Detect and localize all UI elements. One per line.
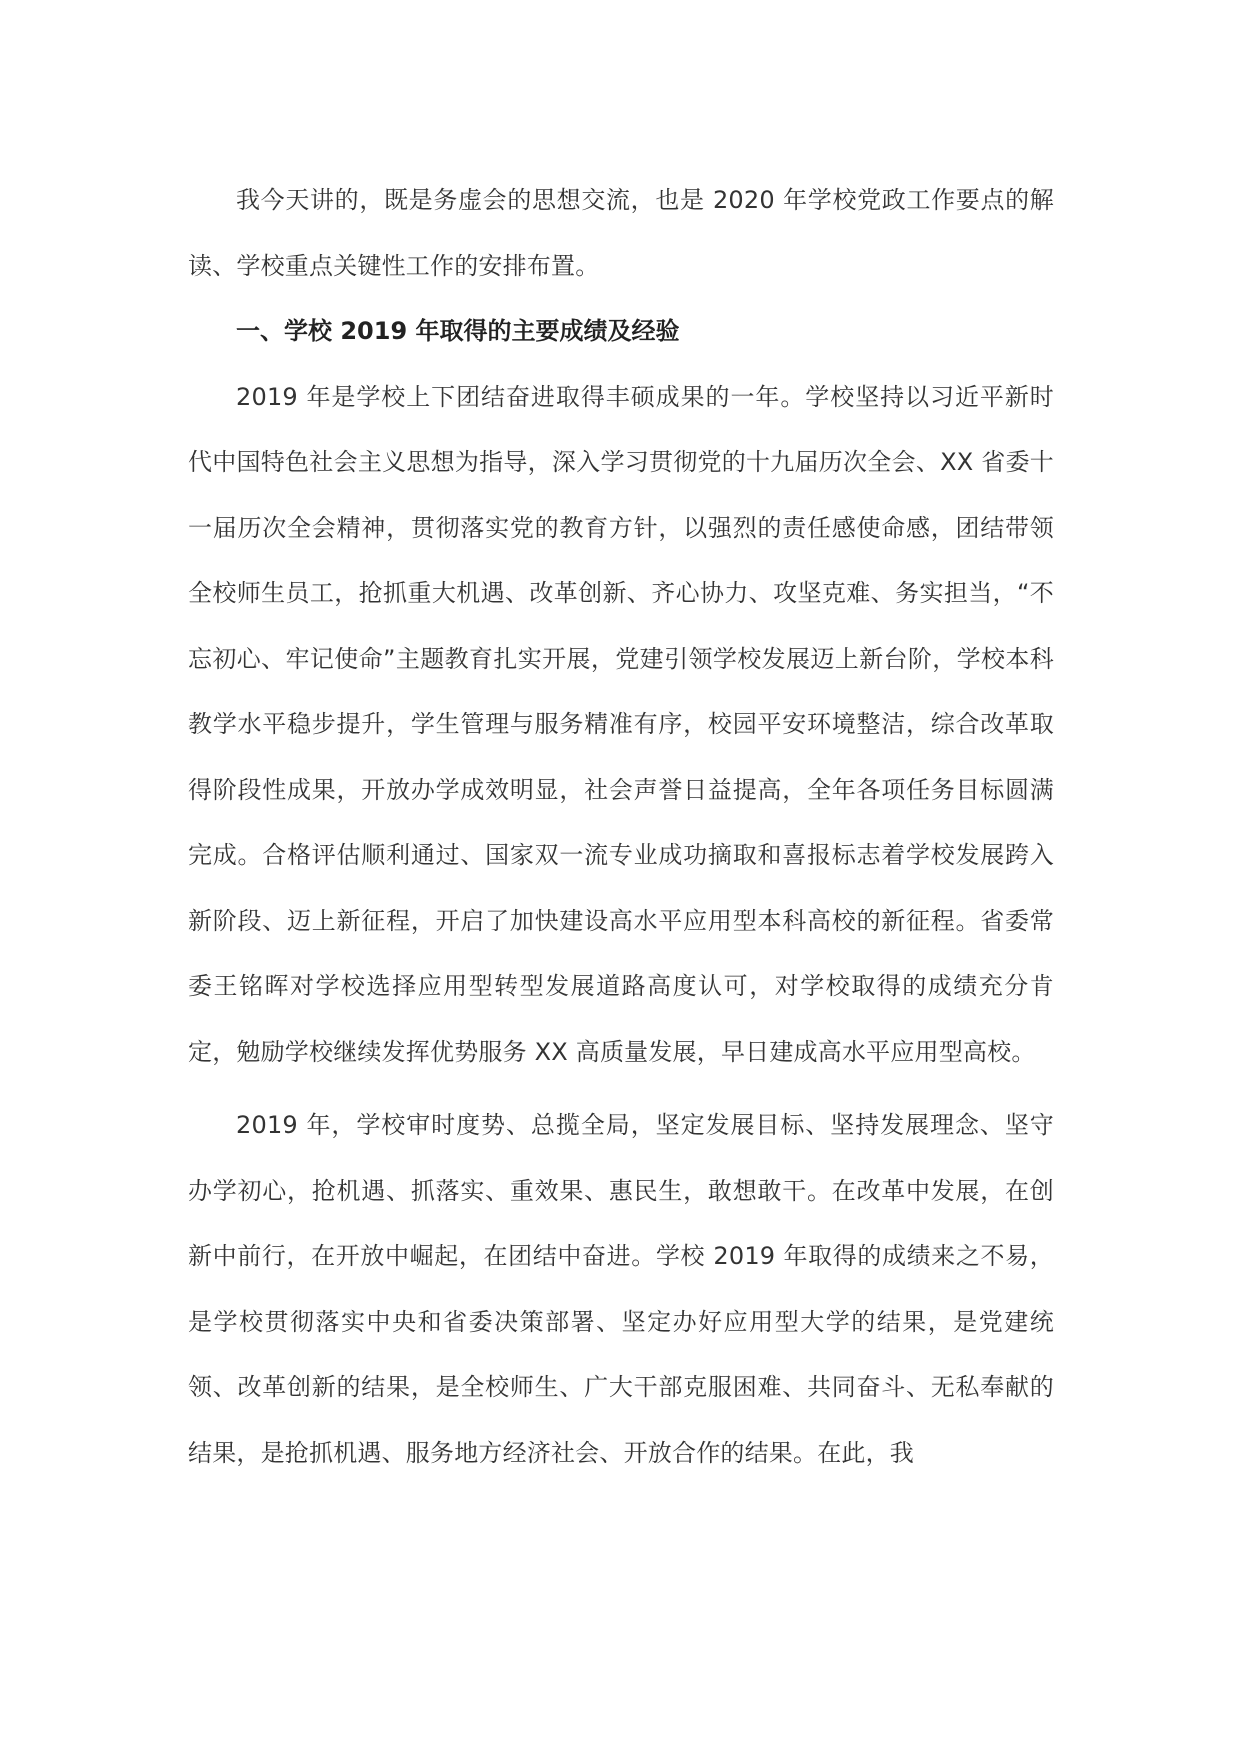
document-page [188, 168, 1054, 1486]
paragraph-experience: 2019 年，学校审时度势、总揽全局，坚定发展目标、坚持发展理念、坚守办学初心，抢机遇、抓落实、重效果、惠民生，敢想敢干。在改革中发展，在创新中前行，在开放中崛起，在团结中奋进。学校 2019 年取得的成绩来之不易，是学校贯彻落实中央和省委决策部署、坚定办好应用型大学的结果，是党建统领、改革创新的结果，是全校师生、广大干部克服困难、共同奋斗、无私奉献的结果，是抢抓机遇、服务地方经济社会、开放合作的结果。在此，我 [188, 1111, 1054, 1467]
section-heading: 一、学校 2019 年取得的主要成绩及经验 [236, 317, 680, 345]
paragraph-achievements: 2019 年是学校上下团结奋进取得丰硕成果的一年。学校坚持以习近平新时代中国特色社会主义思想为指导，深入学习贯彻党的十九届历次全会、XX 省委十一届历次全会精神，贯彻落实党的教育方针，以强烈的责任感使命感，团结带领全校师生员工，抢抓重大机遇、改革创新、齐心协力、攻坚克难、务实担当，“不忘初心、牢记使命”主题教育扎实开展，党建引领学校发展迈上新台阶，学校本科教学水平稳步提升，学生管理与服务精准有序，校园平安环境整洁，综合改革取得阶段性成果，开放办学成效明显，社会声誉日益提高，全年各项任务目标圆满完成。合格评估顺利通过、国家双一流专业成功摘取和喜报标志着学校发展跨入新阶段、迈上新征程，开启了加快建设高水平应用型本科高校的新征程。省委常委王铭晖对学校选择应用型转型发展道路高度认可，对学校取得的成绩充分肯定，勉励学校继续发挥优势服务 XX 高质量发展，早日建成高水平应用型高校。 [188, 382, 1054, 1066]
paragraph-intro: 我今天讲的，既是务虚会的思想交流，也是 2020 年学校党政工作要点的解读、学校重点关键性工作的安排布置。 [188, 186, 1054, 280]
